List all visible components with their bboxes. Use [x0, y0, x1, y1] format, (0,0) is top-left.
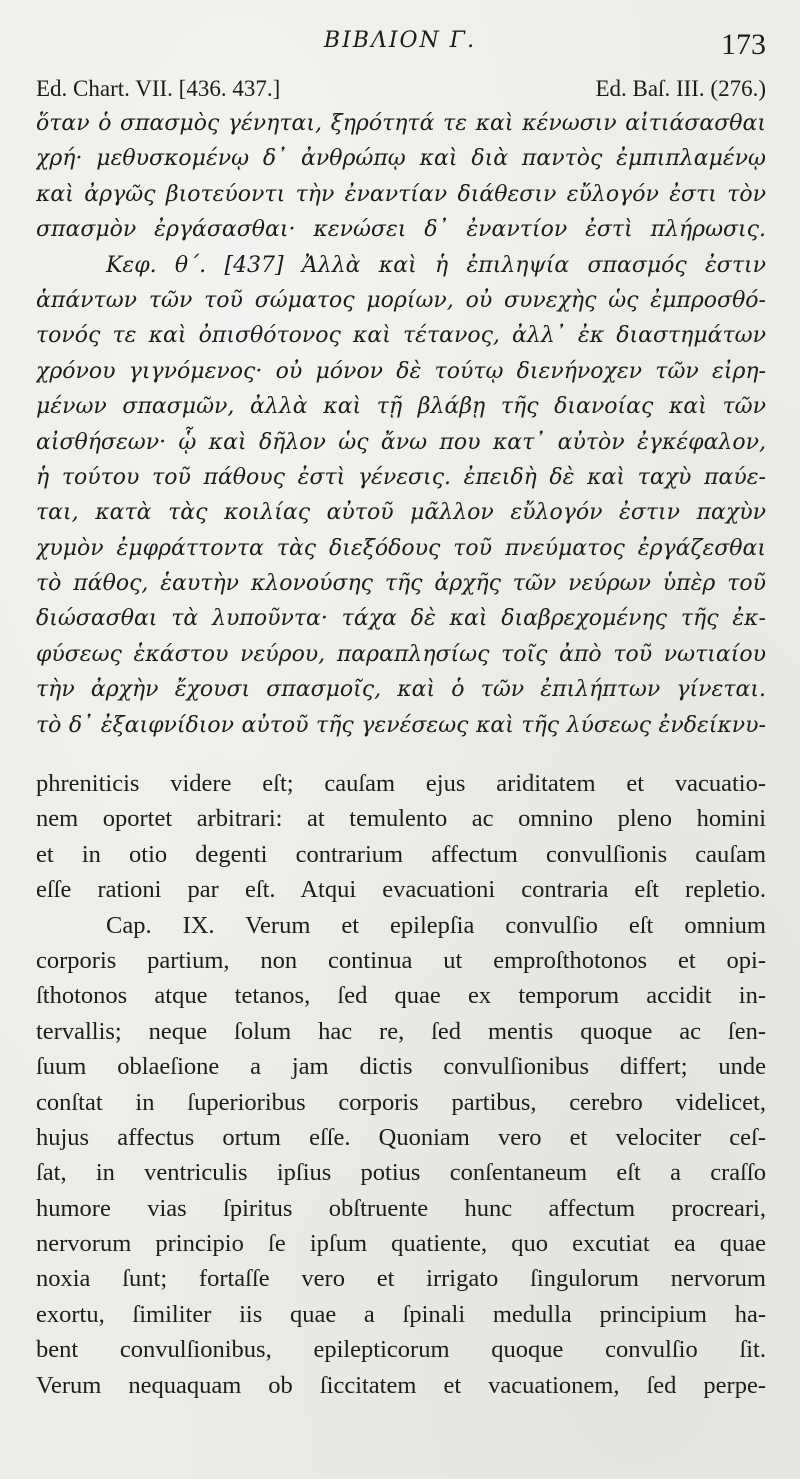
greek-line: αἰσθήσεων· ᾧ καὶ δῆλον ὡς ἄνω που κατ᾽ αὐτὸν ἐγκέφαλον, — [36, 429, 766, 455]
greek-line: τὸ πάθος, ἑαυτὴν κλονούσης τῆς ἀρχῆς τῶν νεύρων ὑπὲρ τοῦ — [36, 571, 766, 597]
greek-line: σπασμὸν ἐργάσασθαι· κενώσει δ᾽ ἐναντίον ἐστὶ πλήρωσις. — [36, 217, 766, 243]
greek-line: ἁπάντων τῶν τοῦ σώματος μορίων, οὐ συνεχὴς ὡς ἐμπροσθό- — [36, 287, 766, 313]
greek-line: ται, κατὰ τὰς κοιλίας αὐτοῦ μᾶλλον εὔλογόν ἐστιν παχὺν — [36, 500, 766, 526]
latin-line: ſuum oblaeſione a jam dictis convulſionibus differt; unde — [36, 1053, 766, 1081]
greek-line: χρή· μεθυσκομένῳ δ᾽ ἀνθρώπῳ καὶ διὰ παντὸς ἐμπιπλαμένῳ — [36, 146, 766, 172]
latin-line: humore vias ſpiritus obſtruente hunc affectum procreari, — [36, 1194, 766, 1222]
latin-chapter-heading-line: Cap. IX. Verum et epilepſia convulſio eſt omnium — [106, 911, 766, 939]
latin-line: ſthotonos atque tetanos, ſed quae ex temporum accidit in- — [36, 982, 766, 1010]
greek-line: ὅταν ὁ σπασμὸς γένηται, ξηρότητά τε καὶ κένωσιν αἰτιάσασθαι — [36, 111, 766, 136]
greek-chapter-heading-line: Κεφ. θ΄. [437] Ἀλλὰ καὶ ἡ ἐπιληψία σπασμός ἐστιν — [106, 252, 766, 278]
latin-line: conſtat in ſuperioribus corporis partibus, cerebro videlicet, — [36, 1088, 766, 1116]
latin-line: eſſe rationi par eſt. Atqui evacuationi contraria eſt repletio. — [36, 876, 766, 904]
latin-line: ſat, in ventriculis ipſius potius conſentaneum eſt a craſſo — [36, 1159, 766, 1187]
greek-line: μένων σπασμῶν, ἀλλὰ καὶ τῇ βλάβῃ τῆς διανοίας καὶ τῶν — [36, 394, 766, 420]
greek-line: φύσεως ἑκάστου νεύρου, παραπλησίως τοῖς ἀπὸ τοῦ νωτιαίου — [36, 641, 766, 667]
latin-line: corporis partium, non continua ut emproſthotonos et opi- — [36, 946, 766, 974]
greek-line: καὶ ἀργῶς βιοτεύοντι τὴν ἐναντίαν διάθεσιν εὔλογόν ἐστι τὸν — [36, 181, 766, 207]
greek-line: διώσασθαι τὰ λυποῦντα· τάχα δὲ καὶ διαβρεχομένης τῆς ἐκ- — [36, 606, 766, 632]
latin-line: tervallis; neque ſolum hac re, ſed mentis quoque ac ſen- — [36, 1017, 766, 1045]
greek-line: τὴν ἀρχὴν ἔχουσι σπασμοῖς, καὶ ὁ τῶν ἐπιλήπτων γίνεται. — [36, 677, 766, 703]
edition-reference-line — [36, 76, 766, 106]
greek-line: χρόνου γιγνόμενος· οὐ μόνον δὲ τούτῳ διενήνοχεν τῶν εἰρη- — [36, 358, 766, 384]
greek-line: τονός τε καὶ ὀπισθότονος καὶ τέτανος, ἀλλ᾽ ἐκ διαστημάτων — [36, 323, 766, 349]
greek-line: ἡ τούτου τοῦ πάθους ἐστὶ γένεσις. ἐπειδὴ δὲ καὶ ταχὺ παύε- — [36, 464, 766, 490]
edition-basel-reference: Ed. Baſ. III. (276.) — [595, 76, 766, 101]
running-title: ΒΙΒΛΙΟΝ Γ. — [323, 28, 477, 53]
latin-line: exortu, ſimiliter iis quae a ſpinali medulla principium ha- — [36, 1300, 766, 1328]
latin-line: et in otio degenti contrarium affectum convulſionis cauſam — [36, 840, 766, 868]
latin-line: hujus affectus ortum eſſe. Quoniam vero et velociter ceſ- — [36, 1123, 766, 1151]
latin-line: nem oportet arbitrari: at temulento ac omnino pleno homini — [36, 805, 766, 833]
latin-line: nervorum principio ſe ipſum quatiente, quo excutiat ea quae — [36, 1230, 766, 1258]
latin-line: noxia ſunt; fortaſſe vero et irrigato ſingulorum nervorum — [36, 1265, 766, 1293]
greek-line: χυμὸν ἐμφράττοντα τὰς διεξόδους τοῦ πνεύματος ἐργάζεσθαι — [36, 535, 766, 561]
latin-line: Verum nequaquam ob ſiccitatem et vacuationem, ſed perpe- — [36, 1371, 766, 1399]
page-number: 173 — [721, 28, 766, 61]
latin-line: bent convulſionibus, epilepticorum quoque convulſio ſit. — [36, 1336, 766, 1364]
latin-line: phreniticis videre eſt; cauſam ejus ariditatem et vacuatio- — [36, 770, 766, 797]
edition-chart-reference: Ed. Chart. VII. [436. 437.] — [36, 76, 281, 101]
latin-text-block — [36, 766, 766, 1403]
greek-text-block — [36, 106, 766, 743]
running-head — [0, 22, 800, 62]
greek-line: τὸ δ᾽ ἐξαιφνίδιον αὐτοῦ τῆς γενέσεως καὶ τῆς λύσεως ἐνδείκνυ- — [36, 712, 766, 738]
